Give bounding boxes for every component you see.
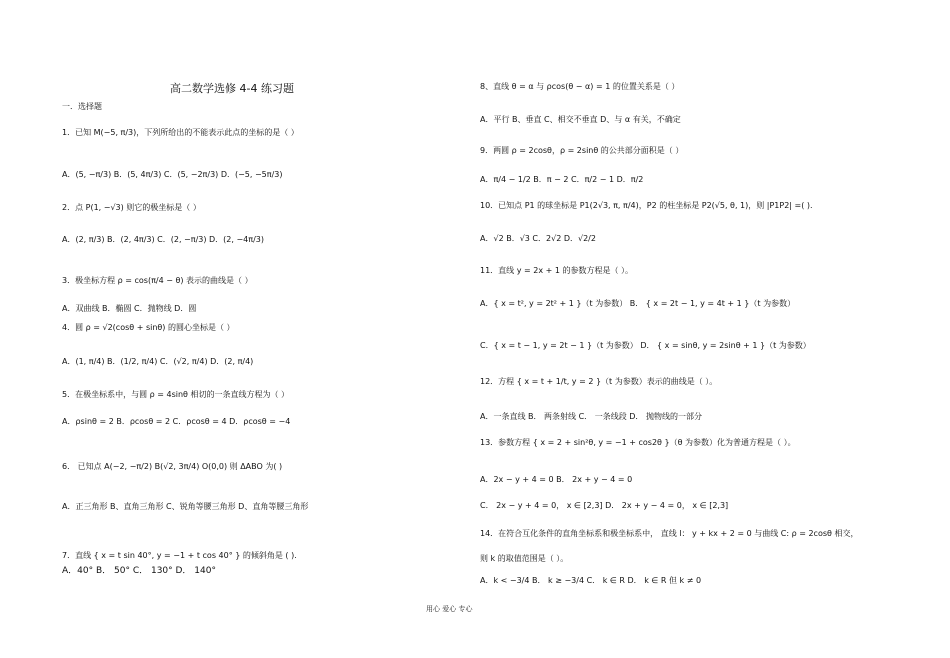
question-6: 6． 已知点 A(−2, −π/2) B(√2, 3π/4) O(0,0) 则 ΔABO 为( ) — [62, 462, 283, 471]
question-2: 2．点 P(1, −√3) 则它的极坐标是（ ） — [62, 203, 201, 212]
question-2-options: A．(2, π/3) B．(2, 4π/3) C．(2, −π/3) D．(2, −4π/3) — [62, 235, 264, 244]
page-footer: 用心 爱心 专心 — [426, 605, 473, 613]
question-13-options-cd: C． 2x − y + 4 = 0， x ∈ [2,3] D． 2x + y − 4 = 0， x ∈ [2,3] — [480, 501, 729, 510]
question-10-options: A．√2 B．√3 C．2√2 D．√2/2 — [480, 234, 596, 243]
question-14-continued: 则 k 的取值范围是（ ）。 — [480, 554, 569, 563]
question-9: 9．两圆 ρ = 2cosθ，ρ = 2sinθ 的公共部分面积是（ ） — [480, 146, 684, 155]
question-9-options: A．π/4 − 1/2 B．π − 2 C．π/2 − 1 D．π/2 — [480, 175, 644, 184]
question-14-options: A．k < −3/4 B． k ≥ −3/4 C． k ∈ R D． k ∈ R 但 k ≠ 0 — [480, 576, 702, 585]
question-3: 3．极坐标方程 ρ = cos(π/4 − θ) 表示的曲线是（ ） — [62, 276, 253, 285]
question-7-options: A．40° B． 50° C． 130° D． 140° — [62, 566, 216, 576]
question-14: 14．在符合互化条件的直角坐标系和极坐标系中， 直线 l： y + kx + 2 = 0 与曲线 C: ρ = 2cosθ 相交， — [480, 529, 859, 538]
question-3-options: A．双曲线 B．椭圆 C．抛物线 D．圆 — [62, 304, 197, 313]
question-1-options: A．(5, −π/3) B．(5, 4π/3) C．(5, −2π/3) D．(−5, −5π/3) — [62, 170, 283, 179]
question-11: 11．直线 y = 2x + 1 的参数方程是（ ）。 — [480, 266, 634, 275]
question-12-options: A．一条直线 B． 两条射线 C． 一条线段 D． 抛物线的一部分 — [480, 412, 702, 421]
question-4: 4．圆 ρ = √2(cosθ + sinθ) 的圆心坐标是（ ） — [62, 323, 235, 332]
page-title: 高二数学选修 4-4 练习题 — [170, 82, 294, 95]
right-column — [470, 0, 950, 658]
question-11-options-ab: A．{ x = t², y = 2t² + 1 }（t 为参数） B． { x = 2t − 1, y = 4t + 1 }（t 为参数） — [480, 299, 796, 308]
question-12: 12．方程 { x = t + 1/t, y = 2 }（t 为参数）表示的曲线是（ ）。 — [480, 377, 718, 386]
question-7: 7．直线 { x = t sin 40°, y = −1 + t cos 40° } 的倾斜角是 ( ). — [62, 551, 297, 560]
question-5-options: A．ρsinθ = 2 B．ρcosθ = 2 C．ρcosθ = 4 D．ρcosθ = −4 — [62, 417, 291, 426]
question-4-options: A．(1, π/4) B．(1/2, π/4) C．(√2, π/4) D．(2, π/4) — [62, 357, 254, 366]
question-11-options-cd: C．{ x = t − 1, y = 2t − 1 }（t 为参数） D． { x = sinθ, y = 2sinθ + 1 }（t 为参数） — [480, 341, 811, 350]
question-10: 10．已知点 P1 的球坐标是 P1(2√3, π, π/4)，P2 的柱坐标是 P2(√5, θ, 1)，则 |P1P2| =( ). — [480, 201, 813, 210]
section-heading: 一．选择题 — [62, 102, 102, 111]
question-13: 13．参数方程 { x = 2 + sin²θ, y = −1 + cos2θ }（θ 为参数）化为普通方程是（ ）。 — [480, 438, 796, 447]
question-8: 8、直线 θ = α 与 ρcos(θ − α) = 1 的位置关系是（ ） — [480, 82, 680, 91]
left-column — [0, 0, 473, 658]
question-6-options: A．正三角形 B、直角三角形 C、锐角等腰三角形 D、直角等腰三角形 — [62, 502, 309, 511]
question-8-options: A．平行 B、垂直 C、相交不垂直 D、与 α 有关，不确定 — [480, 115, 681, 124]
question-1: 1．已知 M(−5, π/3)，下列所给出的不能表示此点的坐标的是（ ） — [62, 128, 299, 137]
question-5: 5．在极坐标系中，与圆 ρ = 4sinθ 相切的一条直线方程为（ ） — [62, 390, 290, 399]
question-13-options-ab: A．2x − y + 4 = 0 B． 2x + y − 4 = 0 — [480, 475, 633, 484]
